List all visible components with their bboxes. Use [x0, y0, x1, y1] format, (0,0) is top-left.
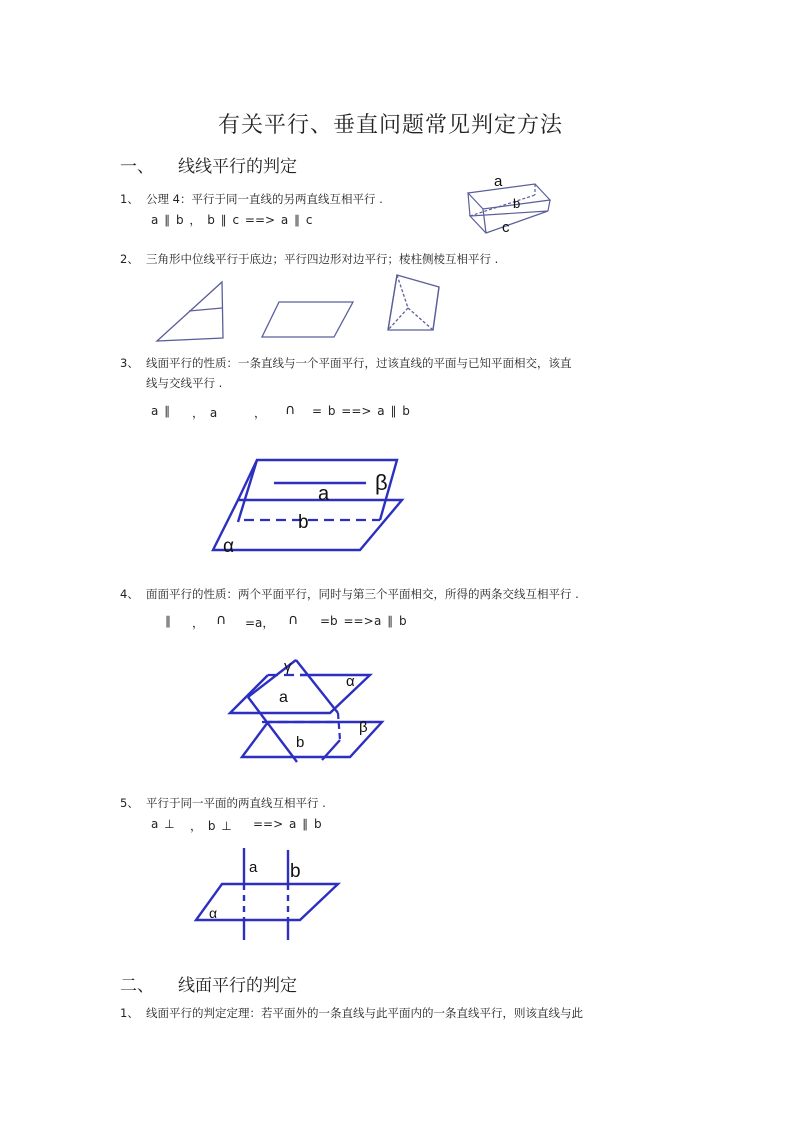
label-alpha: α	[223, 536, 234, 557]
section-2-heading: 线面平行的判定	[178, 976, 297, 996]
item-3-text: 线面平行的性质：一条直线与一个平面平行，过该直线的平面与已知平面相交，该直	[146, 356, 572, 370]
label-b: b	[290, 861, 301, 882]
item-5-formula-3: ==> a ∥ b	[253, 817, 322, 831]
item-4-text: 面面平行的性质：两个平面平行，同时与第三个平面相交，所得的两条交线互相平行 .	[146, 587, 579, 601]
item-3-formula-1: a ∥	[151, 404, 171, 418]
item-4-formula-3: ∩	[216, 612, 227, 628]
item-1-text: 公理 4：平行于同一直线的另两直线互相平行 .	[146, 192, 383, 206]
item-2-number: 2、	[120, 252, 139, 266]
section-2-number: 二、	[120, 976, 154, 996]
item-4-formula-1: ∥	[165, 614, 171, 628]
page-title: 有关平行、垂直问题常见判定方法	[218, 113, 564, 138]
item-3-formula-5: = b ==> a ∥ b	[312, 404, 410, 418]
item-2-text: 三角形中位线平行于底边；平行四边形对边平行；棱柱侧棱互相平行 .	[146, 252, 499, 266]
item-1-number: 1、	[120, 192, 139, 206]
prism-label-b: b	[513, 196, 521, 211]
label-alpha: α	[346, 673, 355, 690]
label-b: b	[296, 734, 305, 751]
item-4-formula-6: =b ==>	[320, 614, 374, 628]
prism-label-c: c	[502, 219, 510, 236]
label-beta: β	[359, 719, 368, 736]
label-b: b	[298, 512, 309, 533]
item-4-formula-2: ，	[192, 616, 205, 630]
section-2-item-1-number: 1、	[120, 1006, 139, 1020]
item-5-number: 5、	[120, 796, 139, 810]
item-3-text-2: 线与交线平行 .	[146, 376, 223, 390]
item-4-formula-5: ∩	[288, 612, 299, 628]
item-1-formula: a ∥ b ， b ∥ c ==> a ∥ c	[151, 213, 313, 227]
item-5-formula-1: a ⊥	[151, 817, 175, 831]
item-3-formula-3: ，	[254, 406, 267, 420]
item-5-text: 平行于同一平面的两直线互相平行 .	[146, 796, 326, 810]
plane-alpha	[196, 884, 338, 920]
label-alpha: α	[209, 905, 218, 921]
label-a: a	[249, 859, 258, 876]
label-beta: β	[375, 470, 388, 495]
item-3-number: 3、	[120, 356, 139, 370]
prism-label-a: a	[494, 173, 503, 190]
item-4-formula-7: a ∥ b	[374, 614, 407, 628]
section-1-number: 一、	[120, 157, 154, 177]
label-a: a	[318, 483, 330, 505]
item-3-formula-2: ， a	[192, 406, 218, 420]
item-5-formula-2: ， b ⊥	[190, 819, 232, 833]
item-3-formula-4: ∩	[285, 402, 296, 418]
label-a: a	[279, 689, 288, 706]
item-4-number: 4、	[120, 587, 139, 601]
section-2-item-1-text: 线面平行的判定定理：若平面外的一条直线与此平面内的一条直线平行，则该直线与此	[146, 1006, 583, 1020]
item-4-formula-4: =a，	[245, 616, 275, 630]
label-gamma: γ	[284, 658, 292, 675]
section-1-heading: 线线平行的判定	[178, 157, 297, 177]
